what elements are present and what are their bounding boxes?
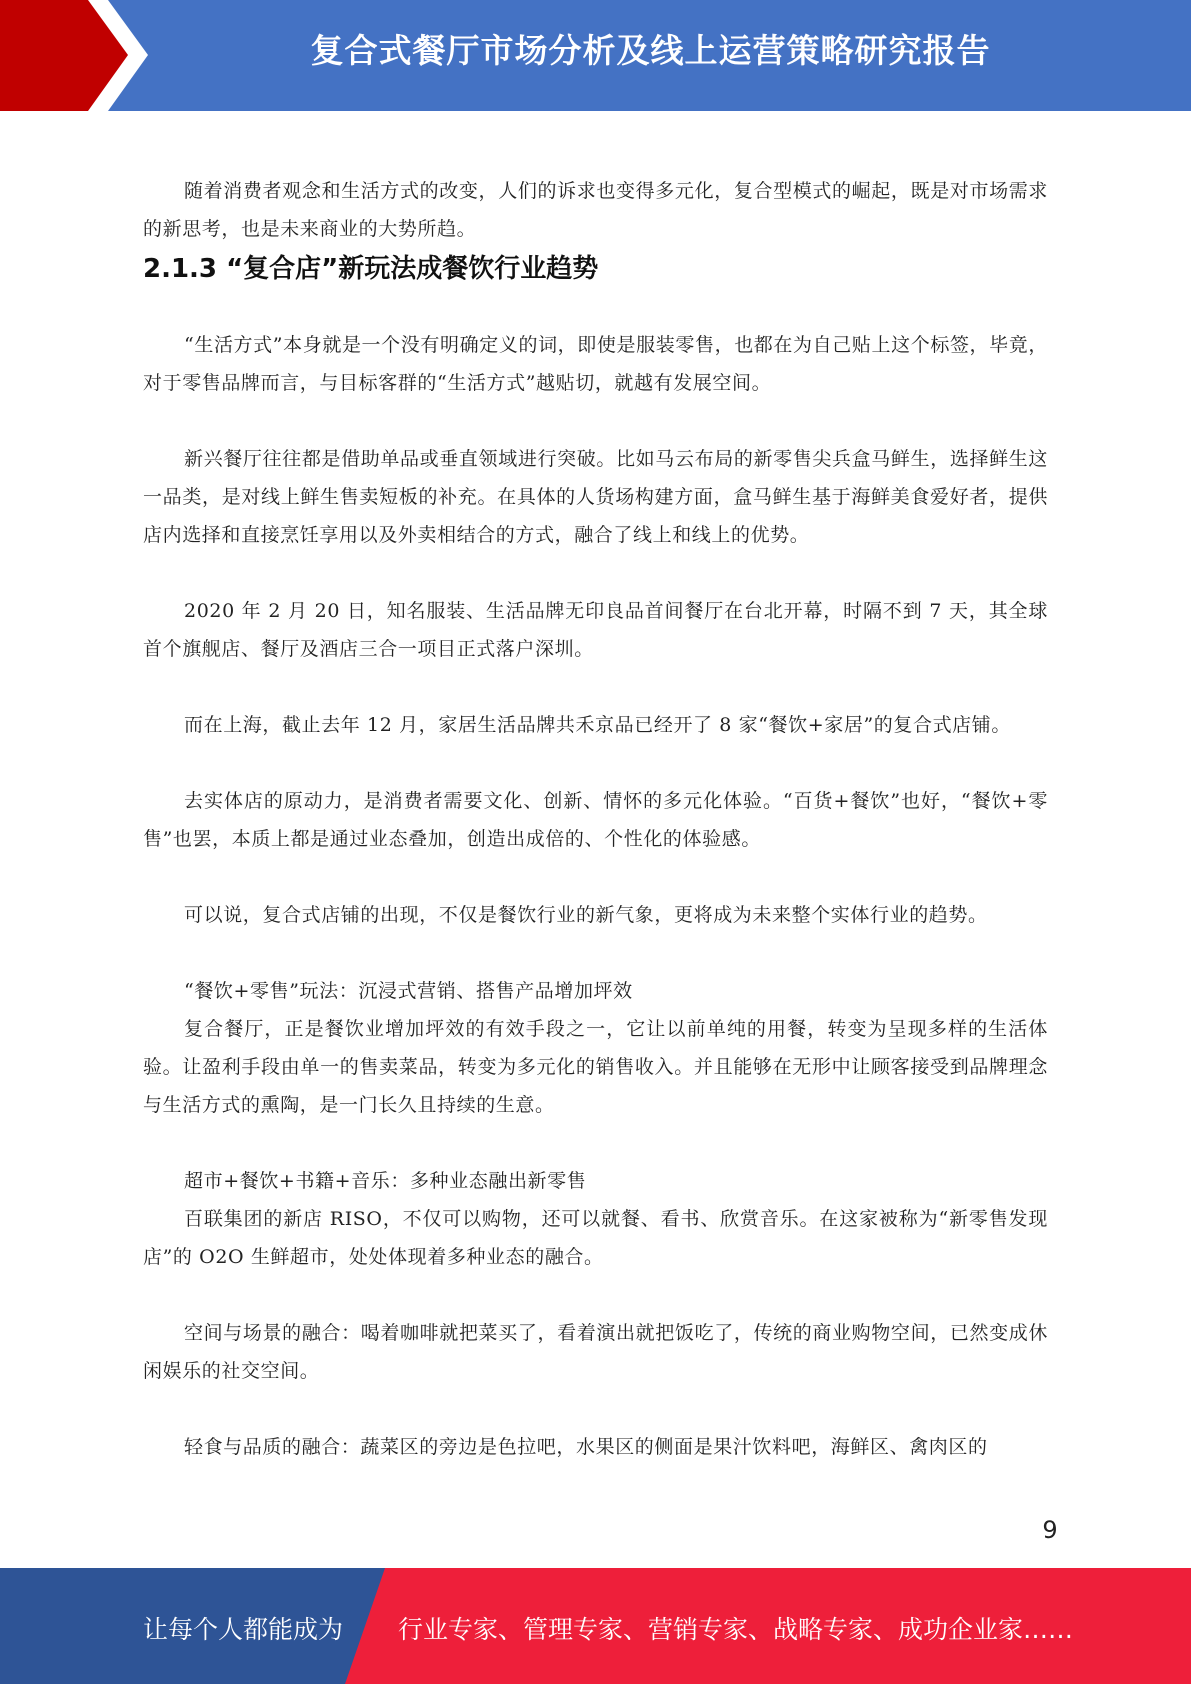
page-footer [0,1568,1191,1684]
page-header [0,0,1191,111]
body-paragraph: 空间与场景的融合：喝着咖啡就把菜买了，看着演出就把饭吃了，传统的商业购物空间，已然变成休闲娱乐的社交空间。 [143,1322,1048,1382]
body-paragraph: 复合餐厅，正是餐饮业增加坪效的有效手段之一，它让以前单纯的用餐，转变为呈现多样的生活体验。让盈利手段由单一的售卖菜品，转变为多元化的销售收入。并且能够在无形中让顾客接受到品牌理念与生活方式的熏陶，是一门长久且持续的生意。 [143,1018,1048,1116]
report-title: 复合式餐厅市场分析及线上运营策略研究报告 [310,31,991,70]
body-paragraph: 新兴餐厅往往都是借助单品或垂直领域进行突破。比如马云布局的新零售尖兵盒马鲜生，选择鲜生这一品类，是对线上鲜生售卖短板的补充。在具体的人货场构建方面，盒马鲜生基于海鲜美食爱好者，提供店内选择和直接烹饪享用以及外卖相结合的方式，融合了线上和线上的优势。 [143,448,1048,546]
body-paragraph: 可以说，复合式店铺的出现，不仅是餐饮行业的新气象，更将成为未来整个实体行业的趋势。 [184,904,988,926]
subheading-line: 超市+餐饮+书籍+音乐：多种业态融出新零售 [184,1170,587,1192]
footer-slogan-left: 让每个人都能成为 [143,1615,344,1644]
body-paragraph: 而在上海，截止去年 12 月，家居生活品牌共禾京品已经开了 8 家“餐饮+家居”的复合式店铺。 [184,714,1011,736]
page-content [143,172,1048,1466]
footer-slogan-right: 行业专家、管理专家、营销专家、战略专家、成功企业家…… [398,1615,1074,1644]
body-paragraph: 轻食与品质的融合：蔬菜区的旁边是色拉吧，水果区的侧面是果汁饮料吧，海鲜区、禽肉区的 [184,1436,988,1458]
body-paragraph: “生活方式”本身就是一个没有明确定义的词，即使是服装零售，也都在为自己贴上这个标签，毕竟，对于零售品牌而言，与目标客群的“生活方式”越贴切，就越有发展空间。 [143,334,1048,394]
page-number: 9 [1042,1516,1058,1544]
body-paragraph: 百联集团的新店 RISO，不仅可以购物，还可以就餐、看书、欣赏音乐。在这家被称为“新零售发现店”的 O2O 生鲜超市，处处体现着多种业态的融合。 [143,1208,1048,1268]
subheading-line: “餐饮+零售”玩法：沉浸式营销、搭售产品增加坪效 [184,980,633,1002]
body-paragraph: 去实体店的原动力，是消费者需要文化、创新、情怀的多元化体验。“百货+餐饮”也好，“餐饮+零售”也罢，本质上都是通过业态叠加，创造出成倍的、个性化的体验感。 [143,790,1048,850]
section-heading: 2.1.3 “复合店”新玩法成餐饮行业趋势 [143,254,599,284]
body-paragraph: 2020 年 2 月 20 日，知名服装、生活品牌无印良品首间餐厅在台北开幕，时隔不到 7 天，其全球首个旗舰店、餐厅及酒店三合一项目正式落户深圳。 [143,600,1048,660]
intro-paragraph: 随着消费者观念和生活方式的改变，人们的诉求也变得多元化，复合型模式的崛起，既是对市场需求的新思考，也是未来商业的大势所趋。 [143,180,1048,240]
